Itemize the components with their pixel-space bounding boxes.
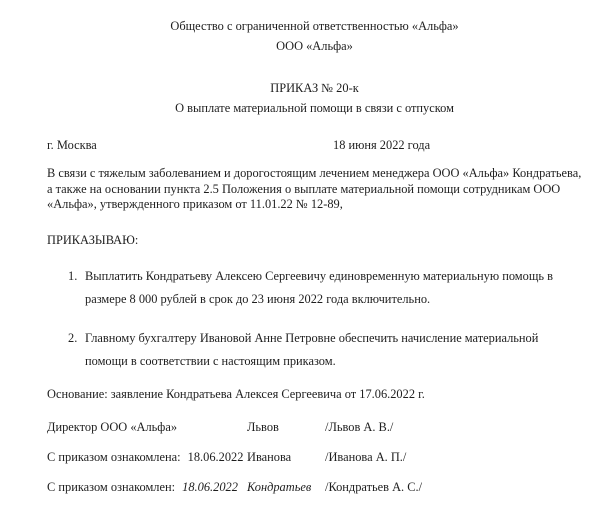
preamble-paragraph: В связи с тяжелым заболеванием и дорогостоящим лечением менеджера ООО «Альфа» Кондратьева, а также на основании пункта 2.5 Положения о выплате материальной помощи сотрудникам ООО «Альфа», утвержденного приказом от 11.01.22 № 12-89, [47,166,582,211]
signature-label-text: С приказом ознакомлен: [47,479,176,494]
signature-handwriting-accountant: Иванова [247,449,292,464]
signature-label-text: Директор ООО «Альфа» [47,419,178,434]
company-full-name: Общество с ограниченной ответственностью «Альфа» [170,19,459,33]
company-short-name: ООО «Альфа» [276,39,353,53]
signature-row-employee [47,477,582,497]
order-item-1 [47,265,582,311]
signature-label-text: С приказом ознакомлена: [47,449,181,464]
order-subject: О выплате материальной помощи в связи с отпуском [175,101,454,115]
signature-transcript-employee: /Кондратьев А. С./ [325,479,423,494]
signature-handwriting-director: Львов [247,419,279,434]
acknowledgement-date: 18.06.2022 [182,479,238,494]
signature-label-accountant [47,447,247,467]
order-title-block [47,78,582,118]
signature-row-director [47,417,582,437]
acknowledgement-date: 18.06.2022 [187,449,244,464]
place-city: г. Москва [47,138,97,152]
directive-word: ПРИКАЗЫВАЮ: [47,232,139,247]
order-item-1-text: Выплатить Кондратьеву Алексею Сергеевичу единовременную материальную помощь в размере 8 000 рублей в срок до 23 июня 2022 года включительно. [85,268,553,306]
order-item-2-number: 2. [68,330,78,345]
place-date-row [47,135,582,155]
signature-transcript-accountant: /Иванова А. П./ [325,449,407,464]
signature-row-accountant [47,447,582,467]
signature-transcript-director: /Львов А. В./ [325,419,394,434]
signature-handwriting-employee: Кондратьев [247,479,312,494]
order-title: ПРИКАЗ № 20-к [270,81,359,95]
signature-label-director [47,417,247,437]
document-header [47,16,582,56]
order-items-list [47,265,582,373]
signature-label-employee [47,477,247,497]
order-item-2-text: Главному бухгалтеру Ивановой Анне Петровне обеспечить начисление материальной помощи в соответствии с настоящим приказом. [85,330,539,368]
order-item-2 [47,327,582,373]
signature-block [47,417,582,497]
order-item-1-number: 1. [68,268,78,283]
basis-line: Основание: заявление Кондратьева Алексея Сергеевича от 17.06.2022 г. [47,386,425,401]
order-date: 18 июня 2022 года [333,138,431,152]
